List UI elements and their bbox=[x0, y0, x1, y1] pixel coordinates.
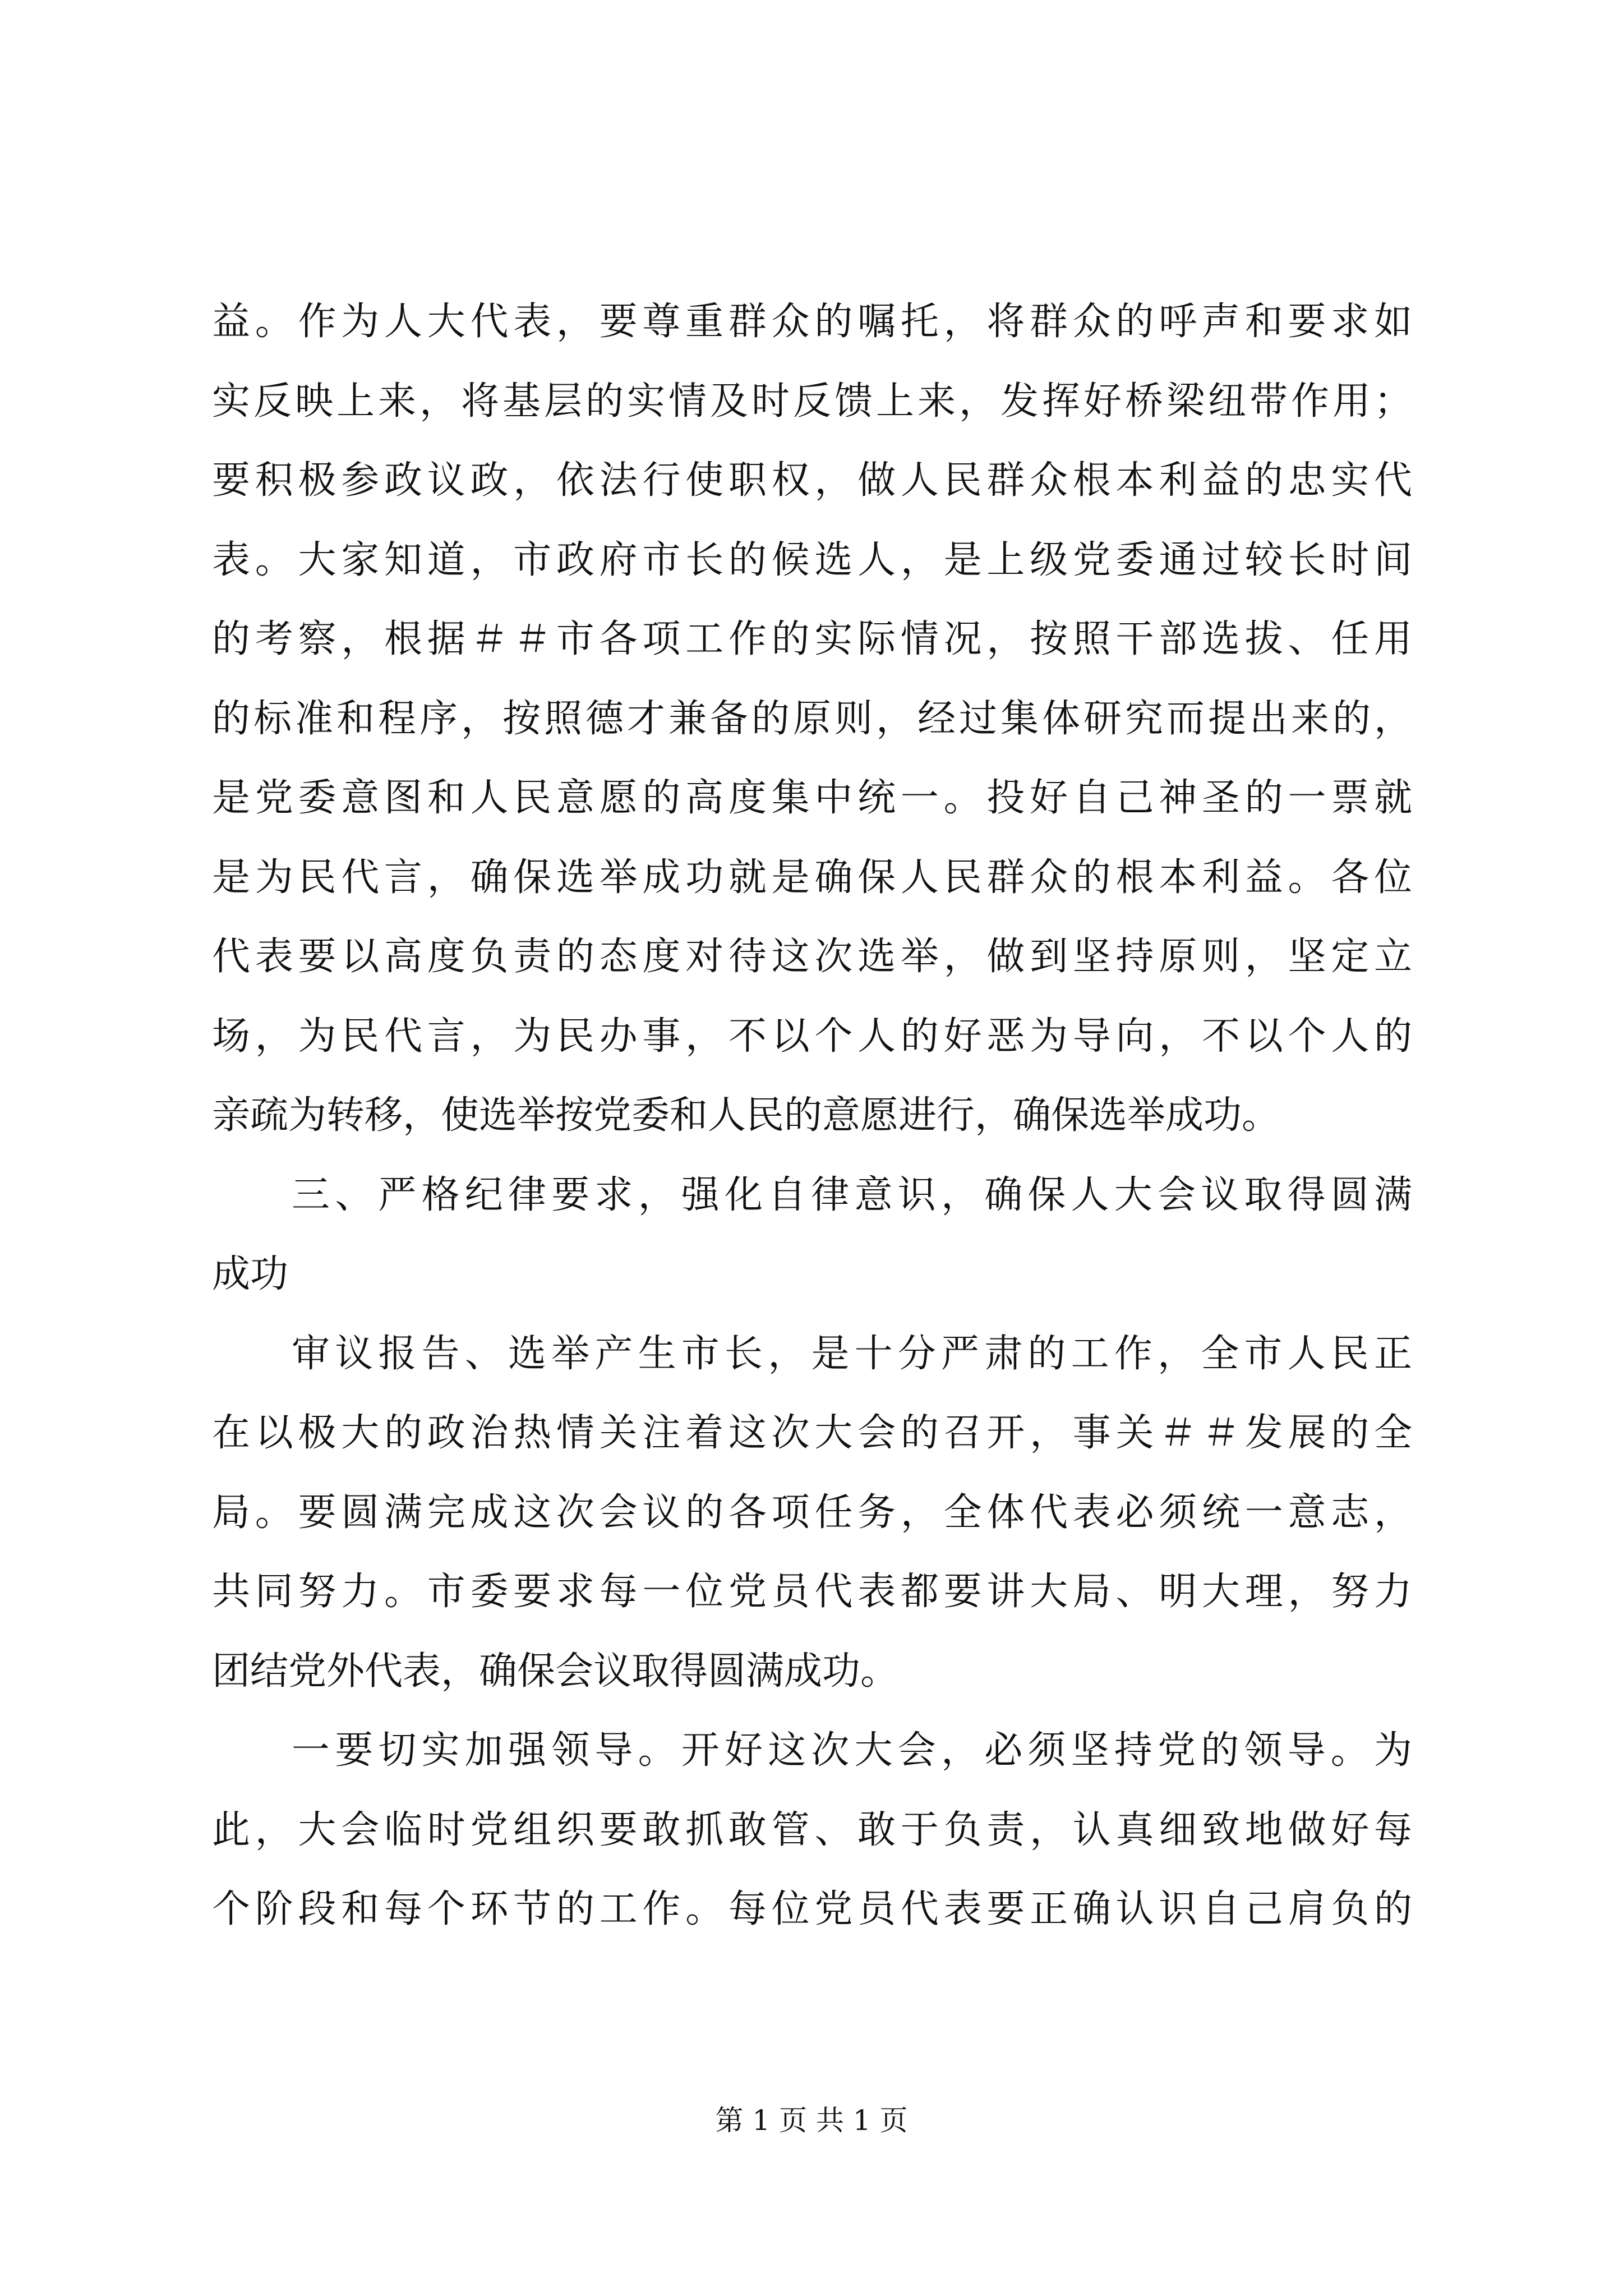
text-line: 审议报告、选举产生市长，是十分严肃的工作，全市人民正 bbox=[292, 1331, 1412, 1376]
text-line: 此，大会临时党组织要敢抓敢管、敢于负责，认真细致地做好每 bbox=[212, 1807, 1412, 1852]
text-line: 在以极大的政治热情关注着这次大会的召开，事关＃＃发展的全 bbox=[212, 1411, 1412, 1455]
text-line: 实反映上来，将基层的实情及时反馈上来，发挥好桥梁纽带作用； bbox=[212, 379, 1412, 424]
text-line: 共同努力。市委要求每一位党员代表都要讲大局、明大理，努力 bbox=[212, 1570, 1412, 1614]
page-number-label: 第 1 页 共 1 页 bbox=[715, 2104, 908, 2137]
text-line: 局。要圆满完成这次会议的各项任务，全体代表必须统一意志， bbox=[212, 1490, 1412, 1535]
text-line: 代表要以高度负责的态度对待这次选举，做到坚持原则，坚定立 bbox=[212, 935, 1412, 979]
page-footer bbox=[0, 2105, 1623, 2136]
text-line: 益。作为人大代表，要尊重群众的嘱托，将群众的呼声和要求如 bbox=[212, 300, 1412, 344]
document-body bbox=[212, 300, 1412, 1970]
text-line: 亲疏为转移，使选举按党委和人民的意愿进行，确保选举成功。 bbox=[212, 1093, 1280, 1138]
text-line: 是党委意图和人民意愿的高度集中统一。投好自己神圣的一票就 bbox=[212, 776, 1412, 820]
text-line: 的考察，根据＃＃市各项工作的实际情况，按照干部选拔、任用 bbox=[212, 617, 1412, 661]
text-line: 成功 bbox=[212, 1252, 289, 1296]
text-line: 三、严格纪律要求，强化自律意识，确保人大会议取得圆满 bbox=[292, 1172, 1412, 1217]
text-line: 个阶段和每个环节的工作。每位党员代表要正确认识自己肩负的 bbox=[212, 1887, 1412, 1931]
text-line: 是为民代言，确保选举成功就是确保人民群众的根本利益。各位 bbox=[212, 855, 1412, 900]
text-line: 一要切实加强领导。开好这次大会，必须坚持党的领导。为 bbox=[292, 1728, 1412, 1773]
text-line: 的标准和程序，按照德才兼备的原则，经过集体研究而提出来的， bbox=[212, 696, 1412, 741]
text-line: 要积极参政议政，依法行使职权，做人民群众根本利益的忠实代 bbox=[212, 458, 1412, 503]
text-line: 团结党外代表，确保会议取得圆满成功。 bbox=[212, 1649, 899, 1694]
text-line: 场，为民代言，为民办事，不以个人的好恶为导向，不以个人的 bbox=[212, 1014, 1412, 1059]
text-line: 表。大家知道，市政府市长的候选人，是上级党委通过较长时间 bbox=[212, 537, 1412, 582]
